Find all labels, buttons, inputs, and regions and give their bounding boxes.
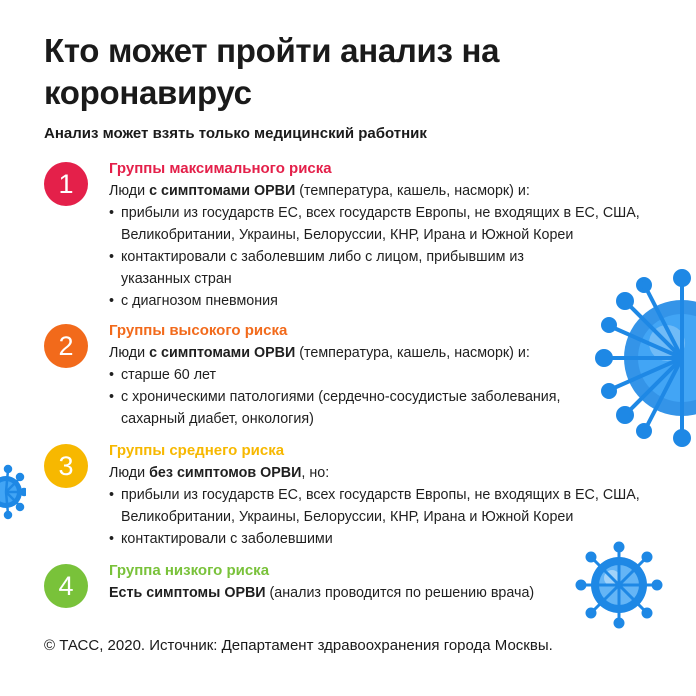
page-subtitle: Анализ может взять только медицинский работник xyxy=(44,125,427,142)
group-intro: Люди без симптомов ОРВИ, но: xyxy=(109,465,330,481)
page-title: Кто может пройти анализ на коронавирус xyxy=(44,32,500,111)
group-title: Группы высокого риска xyxy=(109,322,288,339)
group-intro: Есть симптомы ОРВИ (анализ проводится по решению врача) xyxy=(109,585,535,601)
group-intro: Люди с симптомами ОРВИ (температура, кашель, насморк) и: xyxy=(109,345,530,361)
group-number-badge: 3 xyxy=(44,444,88,488)
group-intro: Люди с симптомами ОРВИ (температура, кашель, насморк) и: xyxy=(109,183,530,199)
coronavirus-icon-small xyxy=(574,540,664,630)
list-item: • с хроническими патологиями (сердечно-сосудистые заболевания, сахарный диабет, онкология) xyxy=(109,389,561,427)
list-item: • прибыли из государств ЕС, всех государств Европы, не входящих в ЕС, США, Великобритании, Украины, Белоруссии, КНР, Ирана и Южной Кореи xyxy=(109,487,640,525)
source-footer: © ТАСС, 2020. Источник: Департамент здравоохранения города Москвы. xyxy=(44,637,553,654)
list-item: • с диагнозом пневмония xyxy=(109,293,278,309)
group-number-badge: 1 xyxy=(44,162,88,206)
list-item: • старше 60 лет xyxy=(109,367,217,383)
group-number-badge: 2 xyxy=(44,324,88,368)
group-title: Группа низкого риска xyxy=(109,562,270,579)
group-number-badge: 4 xyxy=(44,564,88,608)
list-item: • контактировали с заболевшими xyxy=(109,531,333,547)
list-item: • контактировали с заболевшим либо с лицом, прибывшим из указанных стран xyxy=(109,249,524,287)
group-title: Группы максимального риска xyxy=(109,160,332,177)
list-item: • прибыли из государств ЕС, всех государств Европы, не входящих в ЕС, США, Великобритании, Украины, Белоруссии, КНР, Ирана и Южной Кореи xyxy=(109,205,640,243)
coronavirus-icon-large xyxy=(582,258,696,458)
coronavirus-icon-left xyxy=(0,462,26,522)
group-title: Группы среднего риска xyxy=(109,442,285,459)
